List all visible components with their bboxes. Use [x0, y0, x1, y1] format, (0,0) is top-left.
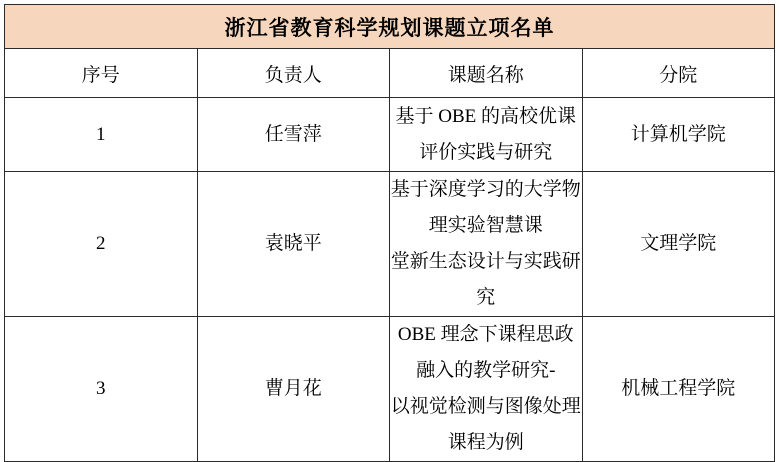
topic-line: 以视觉检测与图像处理课程为例 — [390, 396, 581, 453]
cell-dept: 机械工程学院 — [582, 317, 775, 462]
table-header-row — [5, 49, 775, 98]
cell-no: 1 — [5, 98, 198, 172]
column-header-no: 序号 — [5, 49, 198, 98]
cell-topic — [390, 98, 583, 172]
cell-dept: 计算机学院 — [582, 98, 775, 172]
table-title-row — [5, 5, 775, 49]
table-row — [5, 317, 775, 462]
project-listing-table — [4, 4, 775, 462]
cell-owner: 袁晓平 — [197, 172, 390, 317]
cell-no: 3 — [5, 317, 198, 462]
cell-owner: 曹月花 — [197, 317, 390, 462]
cell-topic — [390, 317, 583, 462]
table-row — [5, 98, 775, 172]
cell-owner: 任雪萍 — [197, 98, 390, 172]
document-title: 浙江省教育科学规划课题立项名单 — [5, 5, 775, 49]
topic-line: 基于深度学习的大学物理实验智慧课 — [390, 179, 581, 236]
topic-line: OBE 理念下课程思政融入的教学研究- — [397, 324, 574, 381]
column-header-dept: 分院 — [582, 49, 775, 98]
cell-dept: 文理学院 — [582, 172, 775, 317]
cell-topic — [390, 172, 583, 317]
topic-line: 堂新生态设计与实践研究 — [390, 251, 581, 308]
topic-line: 基于 OBE 的高校优课评价实践与研究 — [395, 105, 576, 163]
column-header-topic: 课题名称 — [390, 49, 583, 98]
table-row — [5, 172, 775, 317]
column-header-owner: 负责人 — [197, 49, 390, 98]
cell-no: 2 — [5, 172, 198, 317]
